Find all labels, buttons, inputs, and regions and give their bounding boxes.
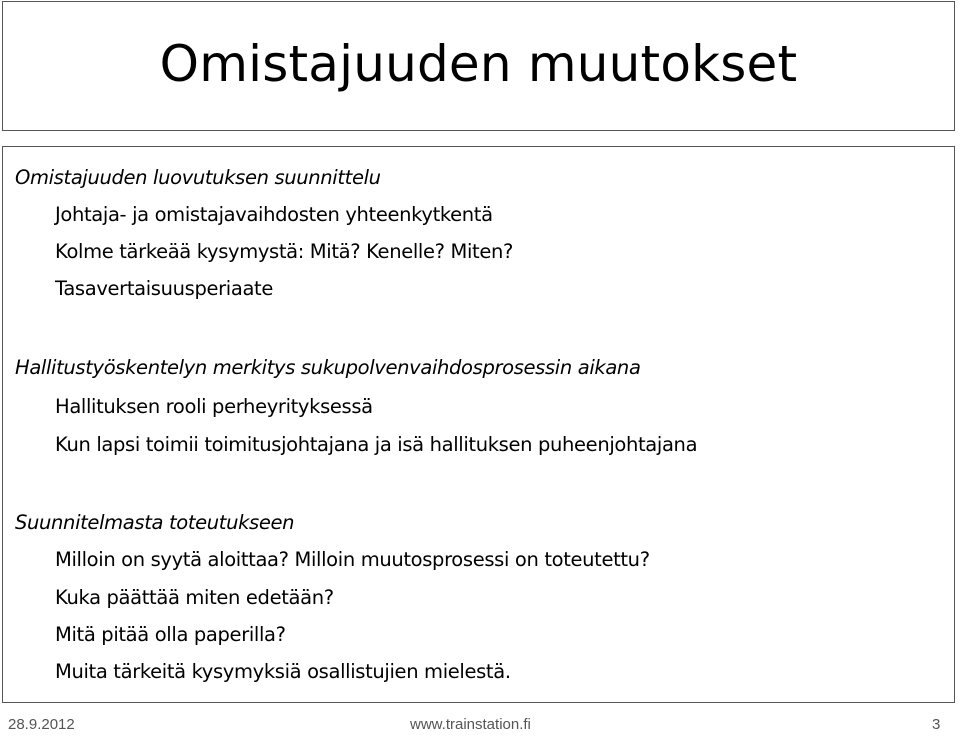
- list-item: Tasavertaisuusperiaate: [55, 277, 273, 300]
- section-heading-ownership-transfer: Omistajuuden luovutuksen suunnittelu: [15, 166, 381, 189]
- list-item: Kun lapsi toimii toimitusjohtajana ja isä hallituksen puheenjohtajana: [55, 433, 698, 456]
- content-box: [2, 146, 955, 703]
- footer-date: 28.9.2012: [8, 716, 75, 733]
- section-heading-board-work: Hallitustyöskentelyn merkitys sukupolvenvaihdosprosessin aikana: [15, 356, 641, 379]
- list-item: Hallituksen rooli perheyrityksessä: [55, 395, 373, 418]
- list-item: Johtaja- ja omistajavaihdosten yhteenkytkentä: [55, 203, 493, 226]
- list-item: Mitä pitää olla paperilla?: [55, 623, 286, 646]
- section-heading-plan-to-implementation: Suunnitelmasta toteutukseen: [15, 511, 295, 534]
- list-item: Milloin on syytä aloittaa? Milloin muutosprosessi on toteutettu?: [55, 548, 650, 571]
- slide-title: Omistajuuden muutokset: [159, 35, 798, 93]
- list-item: Muita tärkeitä kysymyksiä osallistujien mielestä.: [55, 660, 511, 683]
- footer-page-number: 3: [932, 716, 941, 733]
- title-box: [2, 1, 955, 131]
- footer-url: www.trainstation.fi: [410, 716, 531, 733]
- list-item: Kolme tärkeää kysymystä: Mitä? Kenelle? Miten?: [55, 240, 513, 263]
- list-item: Kuka päättää miten edetään?: [55, 586, 334, 609]
